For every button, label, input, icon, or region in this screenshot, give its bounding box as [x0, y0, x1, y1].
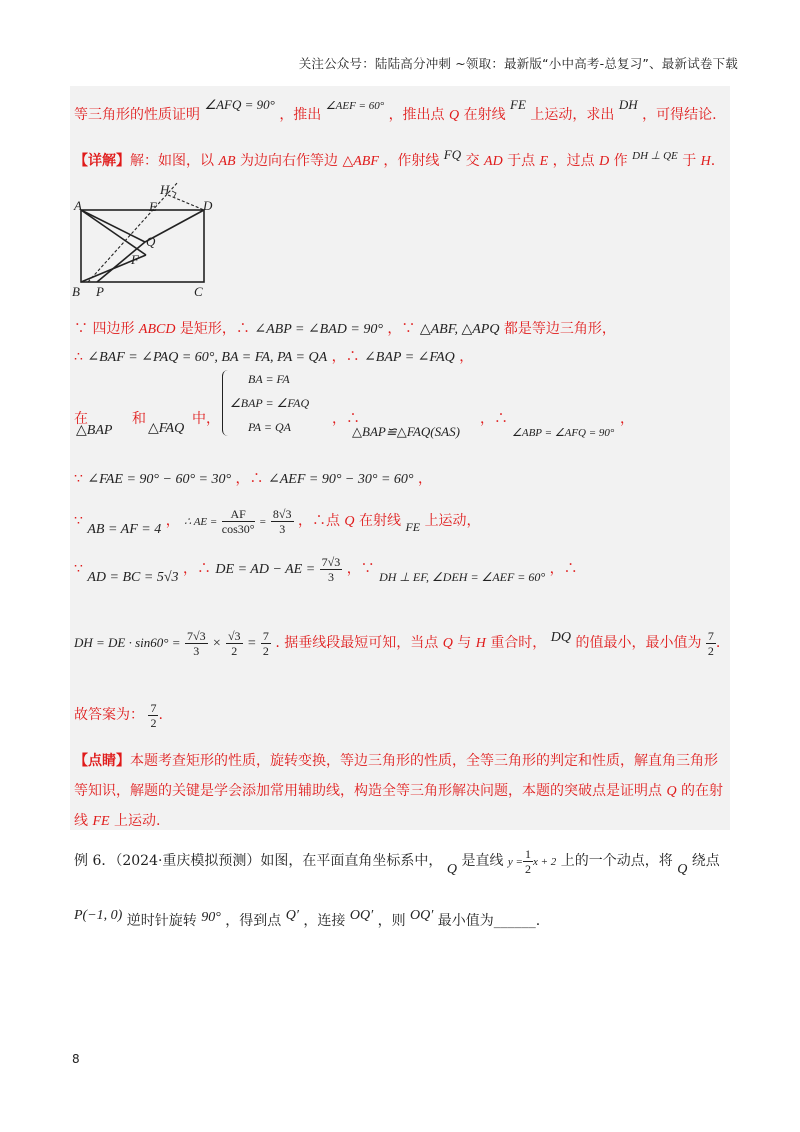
solution-line-4 — [74, 346, 473, 366]
denominator: 3 — [279, 521, 286, 536]
math: △ABF — [342, 154, 379, 169]
math: ∠BAP = ∠FAQ — [364, 350, 455, 365]
text: ，∴ — [549, 561, 578, 577]
text: ，∴ — [182, 561, 211, 577]
math: Q — [344, 514, 355, 529]
text: 在射线 — [358, 513, 401, 529]
text: ，得到点 — [225, 913, 282, 929]
label-c: C — [194, 284, 203, 299]
equation-2: ∠BAP = ∠FAQ — [230, 396, 310, 410]
text: ，∴ — [480, 411, 508, 427]
solution-line-10 — [74, 700, 163, 730]
text: ，∴ — [331, 349, 360, 365]
math: × — [212, 636, 222, 651]
text: 是矩形，∴ — [179, 321, 250, 337]
text: 在 — [74, 411, 88, 427]
math: = — [246, 636, 257, 651]
denominator: 2 — [262, 643, 269, 658]
text: ，∴ — [332, 411, 360, 427]
math: OQ′ — [349, 908, 374, 923]
label-p: P — [96, 284, 104, 299]
text: ，∴ — [235, 471, 264, 487]
solution-line-12 — [74, 780, 723, 800]
comment-tag: 【点睛】 — [74, 753, 130, 769]
triangle-faq — [148, 420, 184, 437]
math: Q — [677, 862, 688, 877]
math: FE — [510, 97, 526, 112]
math: DE = AD − AE = — [215, 562, 316, 577]
example-6-line-2 — [74, 906, 540, 937]
text: 最小值为______. — [437, 913, 541, 929]
denominator: cos30° — [221, 521, 255, 536]
math: △ABF, △APQ — [419, 322, 500, 337]
text: 是直线 — [461, 853, 504, 869]
text: ∴ — [74, 349, 83, 365]
text: 中， — [192, 411, 220, 427]
text: . 据垂线段最短可知，当点 — [275, 635, 439, 651]
text: ∵ — [74, 513, 83, 529]
fraction — [320, 555, 343, 584]
denominator: 3 — [193, 643, 200, 658]
text: 上运动，求出 — [530, 107, 615, 123]
text: ，推出点 — [388, 107, 445, 123]
solution-line-13 — [74, 810, 160, 830]
text: 在射线 — [463, 107, 506, 123]
math: AD = BC = 5√3 — [87, 570, 179, 585]
solution-line-2 — [74, 147, 716, 170]
solution-line-11 — [74, 750, 718, 770]
fraction — [706, 629, 716, 658]
text: 都是等边三角形， — [503, 321, 616, 337]
fraction — [523, 847, 533, 876]
math: DH = DE · sin60° = — [74, 635, 181, 650]
detail-tag: 【详解】 — [74, 153, 130, 169]
segment-af — [81, 210, 146, 255]
label-q: Q — [146, 234, 156, 249]
math: △BAP≌△FAQ(SAS) — [352, 424, 460, 439]
math: ∠ABP = ∠AFQ = 90° — [512, 427, 615, 439]
math: FQ — [443, 147, 462, 162]
text: ，∵ — [346, 561, 375, 577]
angle-equality — [512, 424, 614, 440]
math: ∠FAE = 90° − 60° = 30° — [87, 472, 232, 487]
numerator: √3 — [227, 628, 241, 643]
denominator: 2 — [524, 861, 531, 876]
math: P(−1, 0) — [74, 908, 123, 923]
solution-line-8 — [74, 554, 578, 585]
math: Q′ — [285, 908, 299, 923]
math: E — [539, 154, 549, 169]
math: DH — [618, 97, 638, 112]
math: ∠ABP = ∠BAD = 90° — [254, 322, 383, 337]
math: ∠BAF = ∠PAQ = 60°, BA = FA, PA = QA — [87, 350, 328, 365]
math: FE — [405, 520, 421, 534]
text: 交 — [465, 153, 480, 169]
denominator: 2 — [707, 643, 714, 658]
equation-3: PA = QA — [248, 420, 291, 434]
fraction — [226, 629, 243, 658]
math: Q — [449, 108, 460, 123]
math: ∠AEF = 60° — [325, 100, 385, 112]
text: ，则 — [377, 913, 406, 929]
math: AB — [218, 154, 236, 169]
text: . — [158, 707, 163, 723]
text: ，过点 — [552, 153, 595, 169]
label-e: E — [149, 199, 157, 214]
numerator: 7 — [262, 628, 269, 643]
fraction — [222, 507, 255, 536]
text: ， — [165, 513, 180, 529]
page-header: 关注公众号：陆陆高分冲刺 ~领取：最新版“小中高考-总复习”、最新试卷下载 — [298, 56, 738, 71]
math: Q — [666, 784, 677, 799]
text: ， — [417, 471, 432, 487]
text: 本题考查矩形的性质，旋转变换，等边三角形的性质，全等三角形的判定和性质，解直角三角形 — [130, 753, 718, 769]
math: AD — [484, 154, 503, 169]
text: ，推出 — [279, 107, 322, 123]
text: 与 — [457, 635, 472, 651]
text: ，∴点 — [297, 513, 340, 529]
text: 上的一个动点，将 — [560, 853, 673, 869]
numerator: AF — [222, 507, 255, 522]
numerator: 7 — [150, 700, 157, 715]
denominator: 2 — [150, 715, 157, 730]
math: △FAQ — [148, 421, 185, 436]
numerator: 7 — [707, 628, 714, 643]
text: ，连接 — [303, 913, 346, 929]
fraction — [185, 629, 208, 658]
text: 上运动. — [114, 813, 161, 829]
math: y = — [507, 856, 523, 868]
math: Q — [442, 636, 453, 651]
math: DH ⊥ EF, ∠DEH = ∠AEF = 60° — [379, 570, 546, 584]
text: ∵ 四边形 — [74, 321, 135, 337]
example-6-line-1 — [74, 846, 720, 877]
text: 的在射 — [681, 783, 724, 799]
fraction — [271, 507, 294, 536]
fraction — [148, 701, 158, 730]
text: 故答案为： — [74, 707, 144, 723]
math: DQ — [550, 630, 571, 645]
math: AB = AF = 4 — [87, 522, 162, 537]
segment-aq — [81, 210, 145, 242]
text: 等三角形的性质证明 — [74, 107, 200, 123]
math: x + 2 — [532, 856, 557, 868]
label-b: B — [72, 284, 80, 299]
equation-1: BA = FA — [248, 372, 290, 386]
text: . — [710, 153, 716, 169]
math: H — [700, 154, 711, 169]
math: OQ′ — [410, 908, 434, 923]
text: 的值最小，最小值为 — [575, 635, 702, 651]
text: 于 — [682, 153, 697, 169]
congruence — [352, 424, 460, 440]
math: FE — [92, 814, 110, 829]
text-and — [132, 408, 146, 428]
fraction — [261, 629, 271, 658]
text: . — [715, 635, 721, 651]
segment-dh — [168, 195, 204, 210]
math: ABCD — [138, 322, 176, 337]
math: DH ⊥ QE — [632, 150, 678, 162]
math: H — [475, 636, 486, 651]
numerator: 7√3 — [186, 628, 206, 643]
numerator: 8√3 — [272, 506, 292, 521]
math: Q — [446, 862, 458, 877]
text: ，∵ — [387, 321, 416, 337]
math: D — [599, 154, 610, 169]
math: 90° — [201, 910, 221, 925]
right-angle-mark — [172, 191, 176, 197]
solution-line-9 — [74, 628, 720, 659]
solution-line-5c — [480, 408, 508, 428]
text: 上运动， — [424, 513, 481, 529]
page-number: 8 — [72, 1052, 80, 1066]
text: 逆时针旋转 — [126, 913, 197, 929]
denominator: 2 — [231, 643, 238, 658]
text: 于点 — [507, 153, 536, 169]
text: 重合时， — [490, 635, 547, 651]
text: ∵ — [74, 561, 83, 577]
solution-line-6 — [74, 468, 432, 488]
text: 和 — [132, 411, 146, 427]
text: ∵ — [74, 471, 83, 487]
text: 作 — [613, 153, 628, 169]
text: 线 — [74, 813, 88, 829]
system-of-equations — [222, 370, 332, 440]
text: ，作射线 — [383, 153, 440, 169]
math: △BAP — [76, 423, 113, 438]
text: 为边向右作等边 — [240, 153, 339, 169]
triangle-bap — [76, 422, 112, 439]
geometry-figure — [70, 180, 230, 300]
math: ∴ AE = — [184, 516, 218, 528]
label-a: A — [74, 198, 82, 213]
text: 例 6．（2024·重庆模拟预测）如图，在平面直角坐标系中， — [74, 853, 443, 869]
math: ∠AFQ = 90° — [204, 97, 275, 112]
math: ∠AEF = 90° − 30° = 60° — [268, 472, 414, 487]
text: 等知识，解题的关键是学会添加常用辅助线，构造全等三角形解决问题，本题的突破点是证明点 — [74, 783, 662, 799]
numerator: 7√3 — [321, 554, 341, 569]
numerator: 1 — [524, 846, 531, 861]
text: ，可得结论. — [642, 107, 717, 123]
text-middle — [192, 408, 220, 428]
text: ， — [620, 411, 634, 427]
solution-line-3 — [74, 318, 616, 338]
label-h: H — [160, 182, 170, 197]
text: ， — [459, 349, 474, 365]
solution-line-1 — [74, 97, 717, 124]
text: 解：如图，以 — [130, 153, 214, 169]
text: 绕点 — [691, 853, 720, 869]
solution-line-5d — [620, 408, 634, 428]
solution-line-7 — [74, 506, 481, 537]
label-d: D — [203, 198, 213, 213]
label-f: F — [131, 252, 139, 267]
math: = — [259, 516, 267, 528]
denominator: 3 — [327, 569, 334, 584]
